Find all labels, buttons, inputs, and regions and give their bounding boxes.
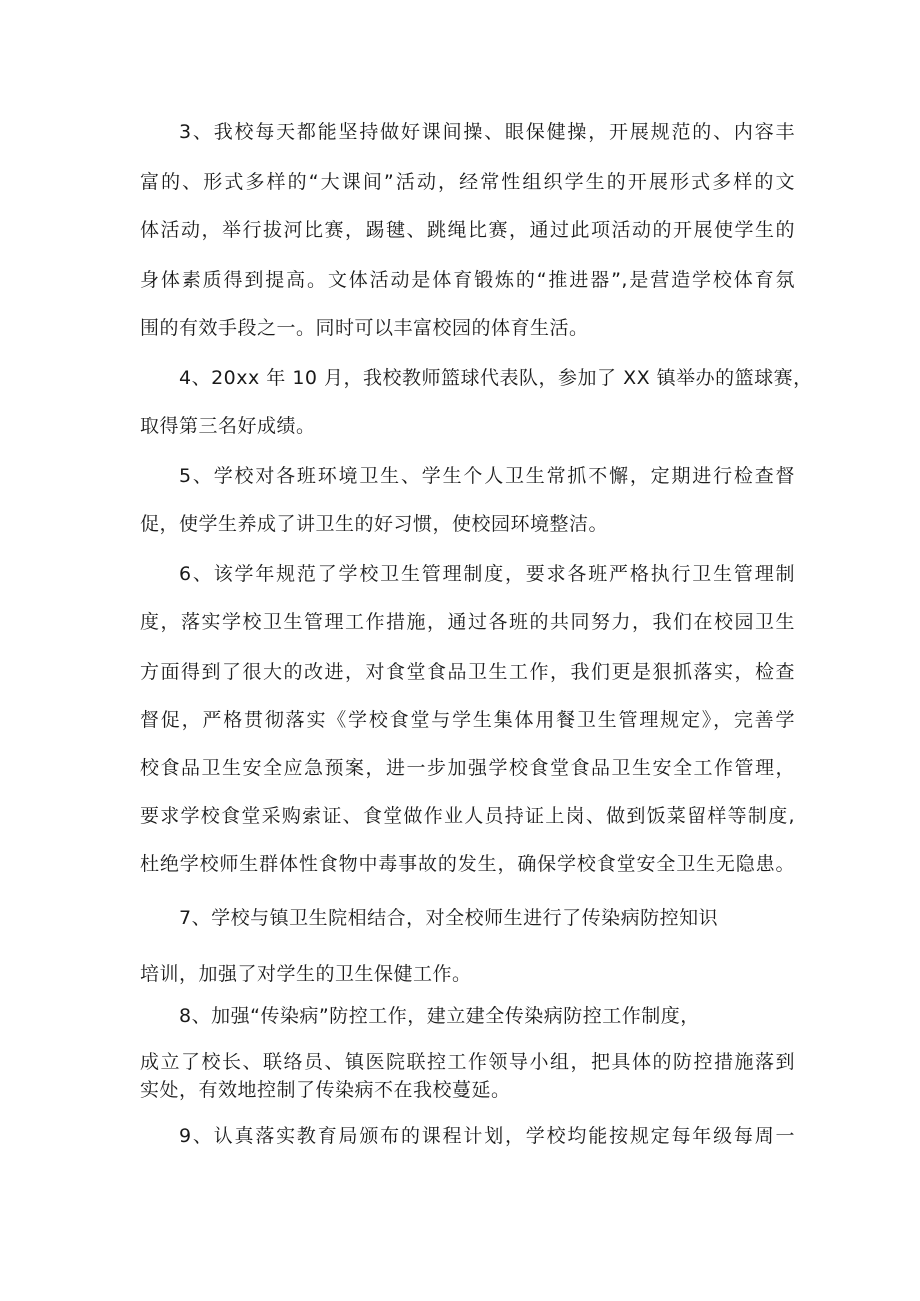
paragraph-8-line-1: 8、加强“传染病”防控工作，建立建全传染病防控工作制度，: [179, 1005, 700, 1027]
paragraph-4-line-1: 4、20xx 年 10 月，我校教师篮球代表队，参加了 XX 镇举办的篮球赛，: [179, 367, 813, 389]
paragraph-4-line-2: 取得第三名好成绩。: [140, 415, 316, 437]
paragraph-8-line-2: 成立了校长、联络员、镇医院联控工作领导小组，把具体的防控措施落到: [140, 1051, 795, 1073]
paragraph-5-line-2: 促，使学生养成了讲卫生的好习惯，使校园环境整洁。: [140, 513, 609, 535]
paragraph-3-line-5: 围的有效手段之一。同时可以丰富校园的体育生活。: [140, 317, 589, 339]
paragraph-6-line-3: 方面得到了很大的改进，对食堂食品卫生工作，我们更是狠抓落实，检查: [140, 661, 795, 683]
paragraph-6-line-6: 要求学校食堂采购索证、食堂做作业人员持证上岗、做到饭菜留样等制度,: [140, 805, 795, 827]
paragraph-5-line-1: 5、学校对各班环境卫生、学生个人卫生常抓不懈，定期进行检查督: [179, 465, 795, 487]
paragraph-6-line-7: 杜绝学校师生群体性食物中毒事故的发生，确保学校食堂安全卫生无隐患。: [140, 853, 795, 875]
paragraph-6-line-4: 督促，严格贯彻落实《学校食堂与学生集体用餐卫生管理规定》，完善学: [140, 709, 795, 731]
paragraph-7-line-2: 培训，加强了对学生的卫生保健工作。: [140, 963, 472, 985]
paragraph-3-line-3: 体活动，举行拔河比赛，踢毽、跳绳比赛，通过此项活动的开展使学生的: [140, 219, 795, 241]
paragraph-3-line-1: 3、我校每天都能坚持做好课间操、眼保健操，开展规范的、内容丰: [179, 121, 795, 143]
paragraph-3-line-4: 身体素质得到提高。文体活动是体育锻炼的“推进器”,是营造学校体育氛: [140, 269, 795, 291]
paragraph-9-line-1: 9、认真落实教育局颁布的课程计划，学校均能按规定每年级每周一: [179, 1125, 795, 1147]
paragraph-3-line-2: 富的、形式多样的“大课间”活动，经常性组织学生的开展形式多样的文: [140, 171, 795, 193]
paragraph-8-line-3: 实处，有效地控制了传染病不在我校蔓延。: [140, 1079, 511, 1101]
paragraph-7-line-1: 7、学校与镇卫生院相结合，对全校师生进行了传染病防控知识: [179, 907, 719, 929]
paragraph-6-line-5: 校食品卫生安全应急预案，进一步加强学校食堂食品卫生安全工作管理，: [140, 757, 795, 779]
paragraph-6-line-2: 度，落实学校卫生管理工作措施，通过各班的共同努力，我们在校园卫生: [140, 611, 795, 633]
paragraph-6-line-1: 6、该学年规范了学校卫生管理制度，要求各班严格执行卫生管理制: [179, 563, 795, 585]
